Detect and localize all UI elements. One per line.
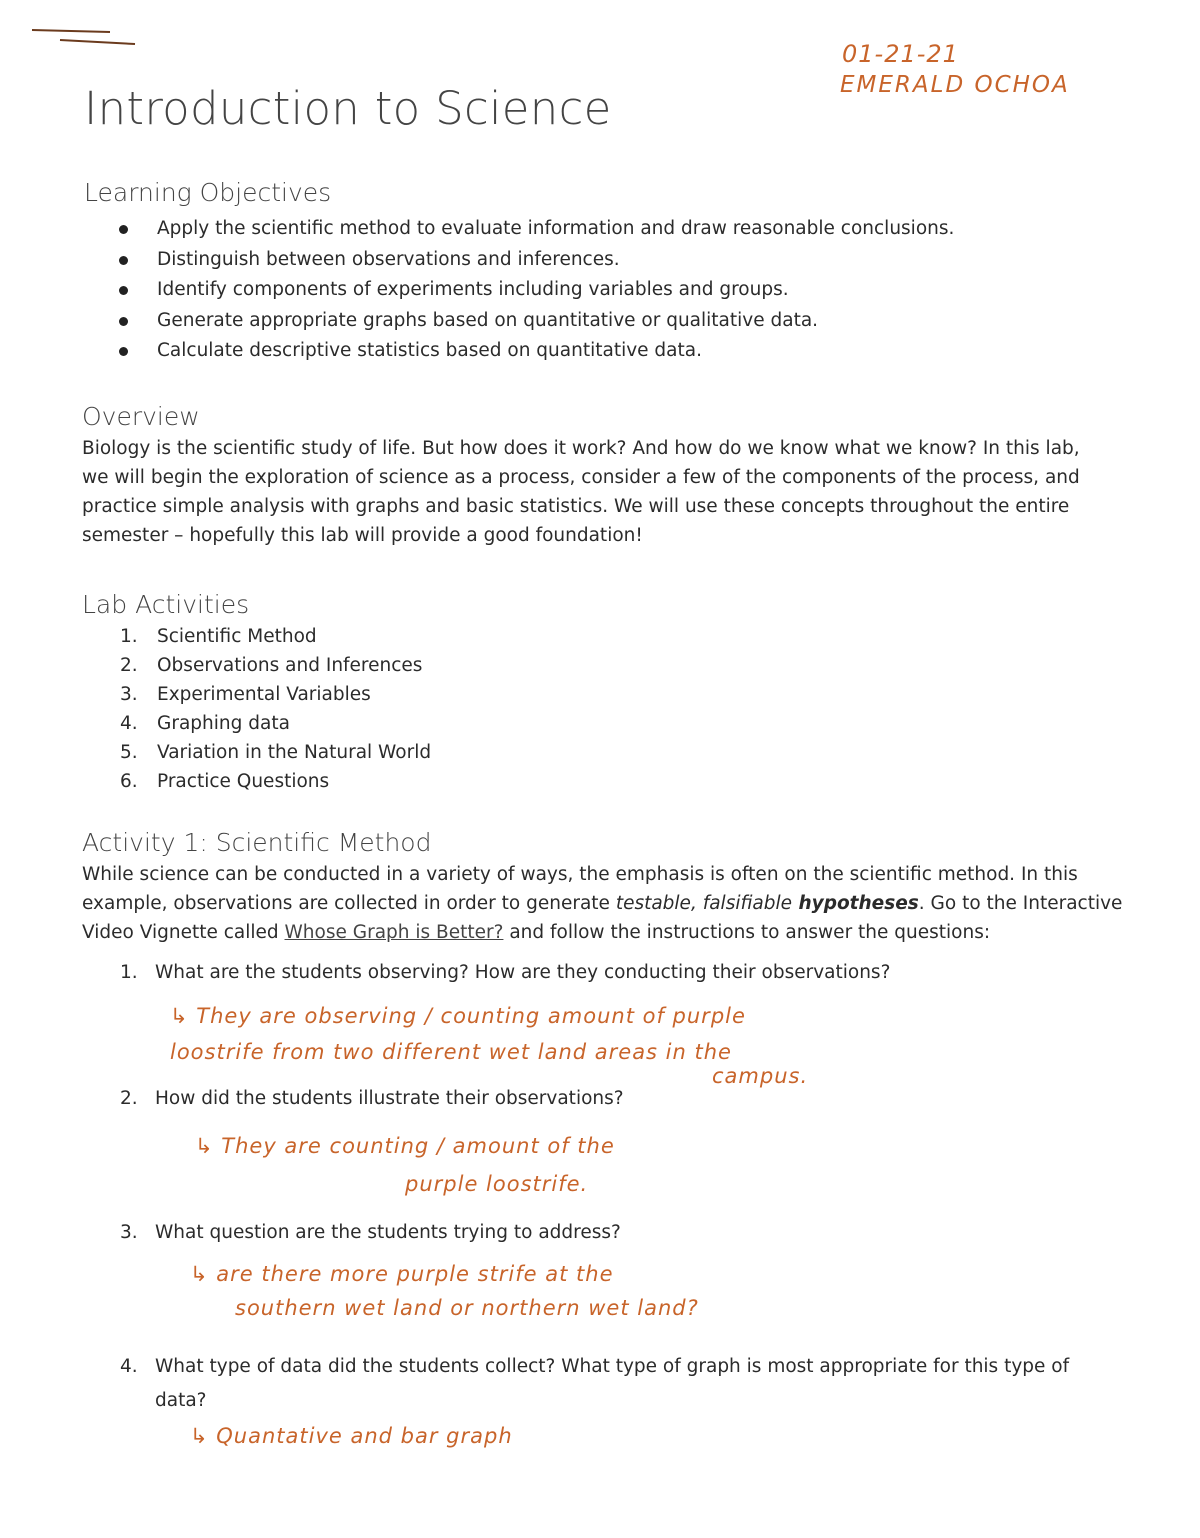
activity1-line: example, observations are collected in order to generate testable, falsifiable hypotheses. Go to the Interactive — [82, 893, 1123, 914]
video-vignette-link[interactable]: Whose Graph is Better? — [284, 922, 504, 943]
lab-activities-heading: Lab Activities — [82, 590, 250, 619]
objective-item: Distinguish between observations and inferences. — [157, 245, 954, 276]
overview-line: practice simple analysis with graphs and basic statistics. We will use these concepts throughout the entire — [82, 496, 1070, 517]
objectives-heading: Learning Objectives — [84, 178, 332, 207]
lab-activities-list — [120, 622, 432, 796]
bullet — [119, 256, 128, 265]
bullet — [119, 317, 128, 326]
question-2: 2. How did the students illustrate their observations? — [120, 1088, 624, 1109]
answer-2-line: ↳ They are counting / amount of the — [195, 1134, 615, 1158]
answer-3-line: southern wet land or northern wet land? — [235, 1296, 699, 1320]
lab-activity-item: 3. Experimental Variables — [120, 684, 371, 705]
objective-item: Apply the scientific method to evaluate information and draw reasonable conclusions. — [157, 214, 954, 245]
page-title: Introduction to Science — [84, 82, 612, 135]
answer-1-line: loostrife from two different wet land areas in the — [170, 1040, 732, 1064]
handwritten-name: EMERALD OCHOA — [840, 72, 1070, 98]
activity1-line: Video Vignette called Whose Graph is Better? and follow the instructions to answer the questions: — [82, 922, 991, 943]
overview-line: Biology is the scientific study of life. But how does it work? And how do we know what we know? In this lab, — [82, 438, 1080, 459]
lab-activity-item: 2. Observations and Inferences — [120, 655, 423, 676]
lab-activity-item: 4. Graphing data — [120, 713, 290, 734]
activity1-line: While science can be conducted in a variety of ways, the emphasis is often on the scientific method. In this — [82, 864, 1078, 885]
scribble-marks — [30, 22, 140, 52]
bullet — [119, 347, 128, 356]
overview-heading: Overview — [82, 402, 200, 431]
activity1-paragraph — [82, 860, 1122, 947]
answer-1-line: ↳ They are observing / counting amount of purple — [170, 1004, 746, 1028]
objective-item: Calculate descriptive statistics based on quantitative data. — [157, 336, 954, 367]
handwritten-date: 01-21-21 — [842, 40, 959, 68]
overview-line: semester – hopefully this lab will provide a good foundation! — [82, 525, 643, 546]
answer-4-line: ↳ Quantative and bar graph — [190, 1424, 513, 1448]
lab-activity-item: 5. Variation in the Natural World — [120, 742, 432, 763]
objective-item: Identify components of experiments including variables and groups. — [157, 275, 954, 306]
overview-paragraph — [82, 434, 1080, 550]
question-4: 4. What type of data did the students collect? What type of graph is most appropriate for this type of data? — [120, 1356, 1070, 1411]
overview-line: we will begin the exploration of science as a process, consider a few of the components of the process, and — [82, 467, 1080, 488]
bullet — [119, 286, 128, 295]
question-3: 3. What question are the students trying to address? — [120, 1222, 621, 1243]
lab-activity-item: 1. Scientific Method — [120, 626, 317, 647]
answer-1-line: campus. — [712, 1064, 809, 1088]
activity1-heading: Activity 1: Scientific Method — [82, 828, 432, 857]
answer-2-line: purple loostrife. — [405, 1172, 589, 1196]
objective-item: Generate appropriate graphs based on quantitative or qualitative data. — [157, 306, 954, 337]
objectives-list — [157, 214, 954, 367]
bullet — [119, 225, 128, 234]
question-1: 1. What are the students observing? How are they conducting their observations? — [120, 962, 891, 983]
lab-activity-item: 6. Practice Questions — [120, 771, 330, 792]
answer-3-line: ↳ are there more purple strife at the — [190, 1262, 614, 1286]
